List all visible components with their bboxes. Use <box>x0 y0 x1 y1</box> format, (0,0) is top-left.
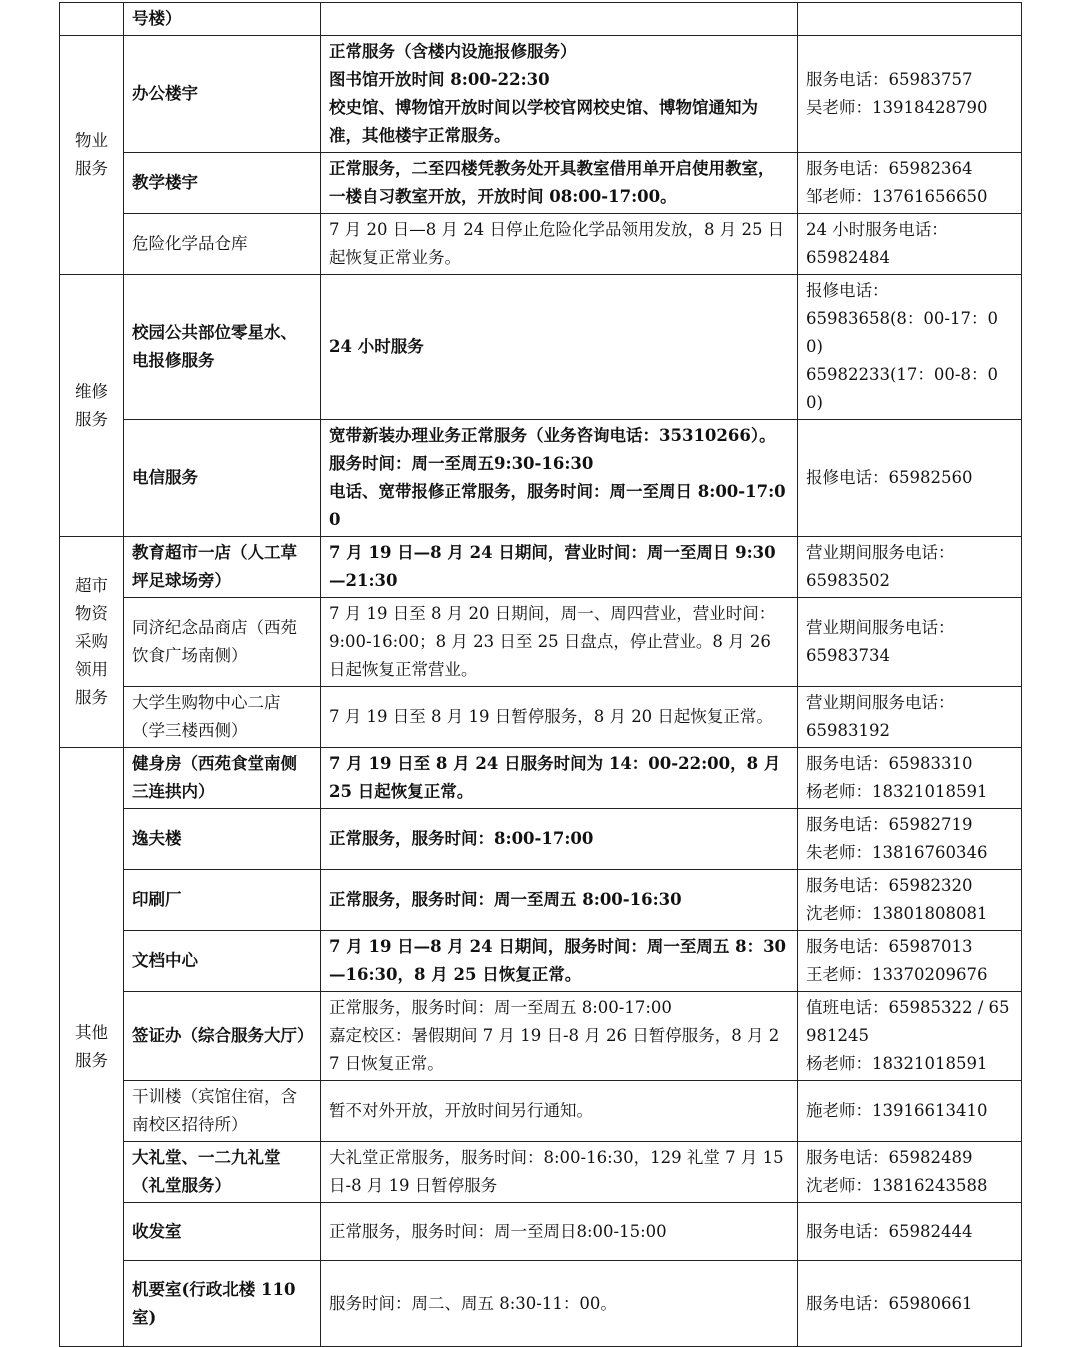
service-detail: 宽带新装办理业务正常服务（业务咨询电话：35310266）。服务时间：周一至周五9:30-16:30 电话、宽带报修正常服务，服务时间：周一至周日 8:00-17:00 <box>321 420 798 537</box>
service-name: 校园公共部位零星水、电报修服务 <box>124 275 321 420</box>
table-row <box>60 1261 1022 1347</box>
service-detail: 7 月 19 日至 8 月 24 日服务时间为 14：00-22:00，8 月 25 日起恢复正常。 <box>321 748 798 809</box>
table-row <box>60 1203 1022 1261</box>
service-name: 大礼堂、一二九礼堂（礼堂服务） <box>124 1142 321 1203</box>
service-name: 健身房（西苑食堂南侧三连拱内） <box>124 748 321 809</box>
service-detail: 7 月 19 日—8 月 24 日期间，营业时间：周一至周日 9:30—21:30 <box>321 537 798 598</box>
service-contact: 服务电话：65982364 邹老师：13761656650 <box>798 153 1022 214</box>
service-contact: 服务电话：65982489 沈老师：13816243588 <box>798 1142 1022 1203</box>
service-detail: 正常服务（含楼内设施报修服务） 图书馆开放时间 8:00-22:30 校史馆、博物馆开放时间以学校官网校史馆、博物馆通知为准，其他楼宇正常服务。 <box>321 36 798 153</box>
category-repair: 维修服务 <box>60 275 124 537</box>
table-row <box>60 870 1022 931</box>
service-name: 签证办（综合服务大厅） <box>124 992 321 1081</box>
service-contact: 服务电话：65983310 杨老师：18321018591 <box>798 748 1022 809</box>
service-contact: 服务电话：65982719 朱老师：13816760346 <box>798 809 1022 870</box>
table-row <box>60 537 1022 598</box>
service-detail: 大礼堂正常服务，服务时间：8:00-16:30，129 礼堂 7 月 15 日-8 月 19 日暂停服务 <box>321 1142 798 1203</box>
table-row <box>60 992 1022 1081</box>
table-row <box>60 1081 1022 1142</box>
table-row <box>60 1142 1022 1203</box>
table-row <box>60 420 1022 537</box>
table-row <box>60 748 1022 809</box>
service-detail: 正常服务，服务时间：8:00-17:00 <box>321 809 798 870</box>
service-contact: 营业期间服务电话： 65983192 <box>798 687 1022 748</box>
service-name: 机要室(行政北楼 110 室) <box>124 1261 321 1347</box>
service-contact: 服务电话：65980661 <box>798 1261 1022 1347</box>
service-detail: 正常服务，服务时间：周一至周日8:00-15:00 <box>321 1203 798 1261</box>
table-row <box>60 153 1022 214</box>
service-contact: 营业期间服务电话： 65983502 <box>798 537 1022 598</box>
table-row <box>60 275 1022 420</box>
service-name: 教学楼宇 <box>124 153 321 214</box>
table-row <box>60 214 1022 275</box>
service-detail: 暂不对外开放，开放时间另行通知。 <box>321 1081 798 1142</box>
service-detail: 7 月 19 日—8 月 24 日期间，服务时间：周一至周五 8：30—16:30，8 月 25 日恢复正常。 <box>321 931 798 992</box>
service-contact: 施老师：13916613410 <box>798 1081 1022 1142</box>
service-detail: 24 小时服务 <box>321 275 798 420</box>
table-row <box>60 598 1022 687</box>
service-table <box>59 2 1022 1347</box>
table-row <box>60 809 1022 870</box>
service-contact: 服务电话：65983757 吴老师：13918428790 <box>798 36 1022 153</box>
service-detail: 7 月 19 日至 8 月 20 日期间，周一、周四营业，营业时间：9:00-16:00；8 月 23 日至 25 日盘点，停止营业。8 月 26 日起恢复正常营业。 <box>321 598 798 687</box>
service-name: 号楼） <box>124 3 321 36</box>
service-name: 危险化学品仓库 <box>124 214 321 275</box>
service-detail <box>321 3 798 36</box>
service-detail: 7 月 20 日—8 月 24 日停止危险化学品领用发放，8 月 25 日起恢复正常业务。 <box>321 214 798 275</box>
service-contact: 服务电话：65982320 沈老师：13801808081 <box>798 870 1022 931</box>
category-supermarket: 超市物资采购领用服务 <box>60 537 124 748</box>
category-other: 其他服务 <box>60 748 124 1347</box>
service-name: 干训楼（宾馆住宿，含南校区招待所） <box>124 1081 321 1142</box>
service-name: 电信服务 <box>124 420 321 537</box>
service-contact: 值班电话：65985322 / 65981245 杨老师：18321018591 <box>798 992 1022 1081</box>
service-name: 文档中心 <box>124 931 321 992</box>
category-cell-empty <box>60 3 124 36</box>
service-detail: 正常服务，二至四楼凭教务处开具教室借用单开启使用教室，一楼自习教室开放，开放时间 08:00-17:00。 <box>321 153 798 214</box>
service-detail: 7 月 19 日至 8 月 19 日暂停服务，8 月 20 日起恢复正常。 <box>321 687 798 748</box>
service-detail: 服务时间：周二、周五 8:30-11：00。 <box>321 1261 798 1347</box>
category-property: 物业服务 <box>60 36 124 275</box>
service-contact: 报修电话： 65983658(8：00-17：00) 65982233(17：00-8：00) <box>798 275 1022 420</box>
service-name: 教育超市一店（人工草坪足球场旁） <box>124 537 321 598</box>
table-row <box>60 36 1022 153</box>
service-name: 大学生购物中心二店（学三楼西侧） <box>124 687 321 748</box>
service-contact: 24 小时服务电话： 65982484 <box>798 214 1022 275</box>
service-name: 印刷厂 <box>124 870 321 931</box>
service-contact: 服务电话：65987013 王老师：13370209676 <box>798 931 1022 992</box>
service-contact: 报修电话：65982560 <box>798 420 1022 537</box>
service-contact: 服务电话：65982444 <box>798 1203 1022 1261</box>
table-row <box>60 3 1022 36</box>
service-contact <box>798 3 1022 36</box>
service-contact: 营业期间服务电话： 65983734 <box>798 598 1022 687</box>
service-detail: 正常服务，服务时间：周一至周五 8:00-17:00 嘉定校区：暑假期间 7 月 19 日-8 月 26 日暂停服务，8 月 27 日恢复正常。 <box>321 992 798 1081</box>
service-name: 同济纪念品商店（西苑饮食广场南侧） <box>124 598 321 687</box>
service-detail: 正常服务，服务时间：周一至周五 8:00-16:30 <box>321 870 798 931</box>
service-name: 办公楼宇 <box>124 36 321 153</box>
table-row <box>60 687 1022 748</box>
service-name: 逸夫楼 <box>124 809 321 870</box>
table-row <box>60 931 1022 992</box>
service-name: 收发室 <box>124 1203 321 1261</box>
